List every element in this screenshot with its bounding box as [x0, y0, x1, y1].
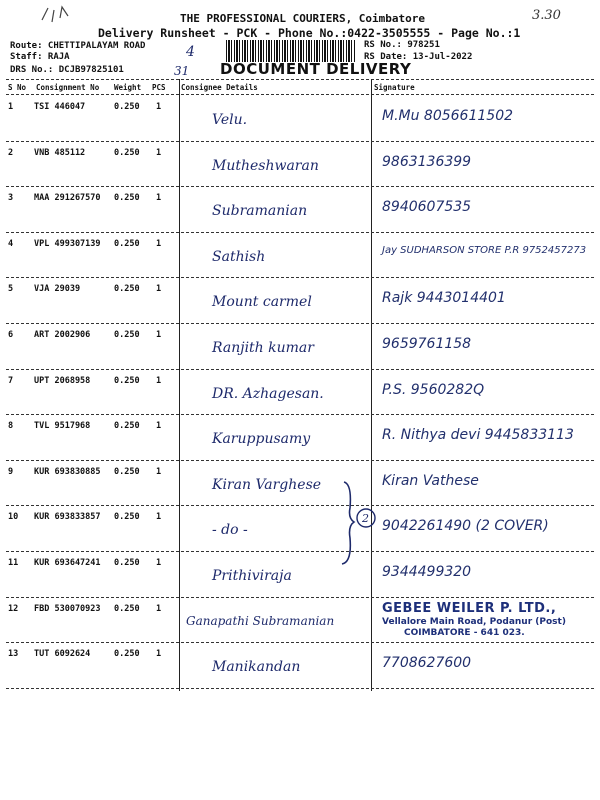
row-pcs: 1 [156, 376, 162, 386]
row-consignment: KUR 693833857 [34, 512, 101, 522]
row-separator [6, 414, 594, 415]
stamp-line-2: Vellalore Main Road, Podanur (Post) [382, 617, 566, 627]
row-pcs: 1 [156, 421, 162, 431]
row-signature: Kiran Vathese [382, 473, 479, 489]
row-consignee: Ranjith kumar [212, 340, 314, 356]
row-signature: P.S. 9560282Q [382, 382, 485, 398]
row-separator [6, 597, 594, 598]
handwritten-count-top: 4 [186, 44, 195, 60]
column-weight: Weight [114, 83, 142, 92]
row-sno: 7 [8, 376, 14, 386]
row-consignment: TUT 6092624 [34, 649, 91, 659]
document-delivery-title: DOCUMENT DELIVERY [220, 60, 412, 78]
row-consignment: VPL 499307139 [34, 239, 101, 249]
row-signature: M.Mu 8056611502 [382, 108, 514, 124]
row-sno: 2 [8, 148, 14, 158]
handwritten-count-bottom: 31 [174, 64, 190, 78]
row-sno: 5 [8, 284, 14, 294]
row-separator [6, 642, 594, 643]
row-weight: 0.250 [114, 102, 140, 112]
row-consignee: Mount carmel [212, 294, 312, 310]
row-separator [6, 141, 594, 142]
barcode [226, 40, 356, 62]
row-consignment: MAA 291267570 [34, 193, 101, 203]
row-weight: 0.250 [114, 239, 140, 249]
row-sno: 12 [8, 604, 19, 614]
header-rule-bottom [6, 94, 594, 95]
stamp-line-1: GEBEE WEILER P. LTD., [382, 601, 557, 616]
row-pcs: 1 [156, 239, 162, 249]
row-pcs: 1 [156, 102, 162, 112]
row-consignment: TSI 446047 [34, 102, 86, 112]
row-separator [6, 369, 594, 370]
row-consignee: Prithiviraja [212, 568, 292, 584]
row-pcs: 1 [156, 467, 162, 477]
company-name: THE PROFESSIONAL COURIERS, Coimbatore [180, 12, 426, 25]
row-weight: 0.250 [114, 649, 140, 659]
row-signature: Rajk 9443014401 [382, 290, 506, 306]
row-consignee: Kiran Varghese [212, 477, 322, 493]
row-consignment: UPT 2068958 [34, 376, 91, 386]
bracket-mark [338, 478, 378, 568]
drs-number: DRS No.: DCJB97825101 [10, 65, 124, 75]
svg-text:2: 2 [362, 512, 369, 525]
row-weight: 0.250 [114, 284, 140, 294]
row-signature: 9344499320 [382, 564, 472, 580]
row-consignee: Karuppusamy [212, 431, 311, 447]
row-pcs: 1 [156, 193, 162, 203]
runsheet-subtitle: Delivery Runsheet - PCK - Phone No.:0422-3505555 - Page No.:1 [98, 26, 521, 40]
row-separator [6, 551, 594, 552]
row-consignee: Manikandan [212, 659, 301, 675]
column-signature: Signature [374, 83, 415, 92]
row-sno: 4 [8, 239, 14, 249]
header-rule-top [6, 79, 594, 80]
row-consignment: VJA 29039 [34, 284, 81, 294]
row-separator [6, 688, 594, 689]
row-pcs: 1 [156, 330, 162, 340]
row-sno: 10 [8, 512, 19, 522]
row-consignee: Velu. [212, 112, 248, 128]
corner-scribble [38, 4, 78, 26]
row-consignment: KUR 693830885 [34, 467, 101, 477]
row-sno: 9 [8, 467, 14, 477]
row-sno: 13 [8, 649, 19, 659]
row-consignee: Subramanian [212, 203, 308, 219]
stamp-line-3: COIMBATORE - 641 023. [404, 628, 525, 638]
row-sno: 1 [8, 102, 14, 112]
row-weight: 0.250 [114, 512, 140, 522]
row-separator [6, 186, 594, 187]
row-signature: 9863136399 [382, 154, 472, 170]
row-consignment: FBD 530070923 [34, 604, 101, 614]
row-pcs: 1 [156, 512, 162, 522]
row-weight: 0.250 [114, 330, 140, 340]
row-pcs: 1 [156, 558, 162, 568]
row-signature: Jay SUDHARSON STORE P.R 9752457273 [382, 245, 587, 256]
route: Route: CHETTIPALAYAM ROAD [10, 41, 146, 51]
column-sno: S No [8, 83, 27, 92]
row-separator [6, 505, 594, 506]
row-separator [6, 277, 594, 278]
row-consignment: VNB 485112 [34, 148, 86, 158]
row-consignment: ART 2002906 [34, 330, 91, 340]
row-separator [6, 460, 594, 461]
row-signature: 9042261490 (2 COVER) [382, 518, 549, 534]
row-consignee: - do - [212, 522, 248, 538]
row-weight: 0.250 [114, 558, 140, 568]
corner-mark: 3.30 [532, 8, 561, 23]
row-signature: 9659761158 [382, 336, 472, 352]
row-weight: 0.250 [114, 604, 140, 614]
row-pcs: 1 [156, 148, 162, 158]
row-consignee: Ganapathi Subramanian [186, 614, 335, 628]
row-weight: 0.250 [114, 376, 140, 386]
row-weight: 0.250 [114, 421, 140, 431]
divider-signature [371, 79, 372, 691]
row-pcs: 1 [156, 284, 162, 294]
row-weight: 0.250 [114, 193, 140, 203]
row-signature: 7708627600 [382, 655, 472, 671]
staff: Staff: RAJA [10, 52, 70, 62]
rs-date: RS Date: 13-Jul-2022 [364, 52, 473, 62]
column-consignee: Consignee Details [181, 83, 258, 92]
row-weight: 0.250 [114, 467, 140, 477]
row-weight: 0.250 [114, 148, 140, 158]
row-consignee: Mutheshwaran [212, 158, 319, 174]
row-sno: 11 [8, 558, 19, 568]
row-signature: 8940607535 [382, 199, 472, 215]
row-pcs: 1 [156, 604, 162, 614]
row-consignment: KUR 693647241 [34, 558, 101, 568]
company-stamp [382, 601, 566, 638]
row-separator [6, 232, 594, 233]
row-consignment: TVL 9517968 [34, 421, 91, 431]
row-sno: 6 [8, 330, 14, 340]
row-sno: 8 [8, 421, 14, 431]
row-consignee: DR. Azhagesan. [212, 386, 324, 402]
row-sno: 3 [8, 193, 14, 203]
row-signature: R. Nithya devi 9445833113 [382, 427, 574, 443]
divider-consignee [179, 79, 180, 691]
row-consignee: Sathish [212, 249, 266, 265]
row-pcs: 1 [156, 649, 162, 659]
column-consignment: Consignment No [36, 83, 100, 92]
rs-number: RS No.: 978251 [364, 40, 440, 50]
row-separator [6, 323, 594, 324]
column-pcs: PCS [152, 83, 166, 92]
